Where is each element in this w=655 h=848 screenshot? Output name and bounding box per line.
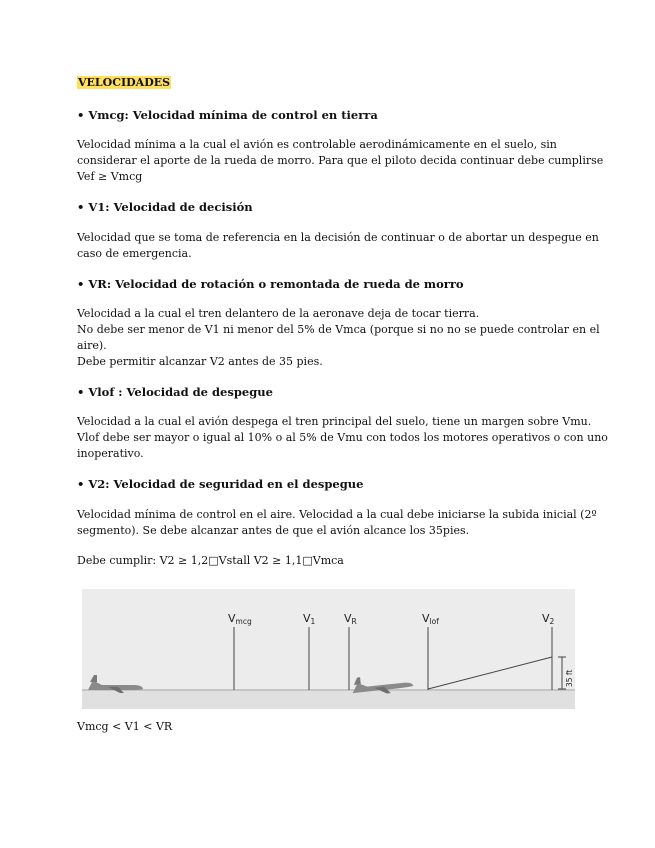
section-heading-vmcg: • Vmcg: Velocidad mínima de control en tierra: [77, 108, 378, 122]
paragraph-line: Velocidad mínima de control en el aire. Velocidad a la cual debe iniciarse la subida inicial (2º: [77, 508, 597, 521]
paragraph-line: Velocidad que se toma de referencia en la decisión de continuar o de abortar un despegue en: [77, 231, 599, 244]
speed-order-caption: Vmcg < V1 < VR: [77, 720, 173, 733]
v2-label: V2: [542, 612, 555, 626]
section-heading-vr: • VR: Velocidad de rotación o remontada de rueda de morro: [77, 277, 464, 291]
document-title-text: VELOCIDADES: [78, 76, 171, 89]
vr-label: VR: [344, 612, 357, 626]
v1-label: V1: [303, 612, 316, 626]
vlof-label: Vlof: [422, 612, 439, 626]
paragraph-line: Vef ≥ Vmcg: [77, 170, 143, 183]
height-label: 35 ft: [565, 669, 574, 687]
takeoff-diagram: [82, 589, 575, 709]
paragraph-line: segmento). Se debe alcanzar antes de que el avión alcance los 35pies.: [77, 524, 470, 537]
paragraph-line: Vlof debe ser mayor o igual al 10% o al 5% de Vmu con todos los motores operativos o con uno: [77, 431, 608, 444]
document-title: [77, 75, 171, 91]
section-heading-v1: • V1: Velocidad de decisión: [77, 200, 253, 214]
vmcg-label: Vmcg: [228, 612, 252, 626]
paragraph-line: caso de emergencia.: [77, 247, 192, 260]
section-heading-v2: • V2: Velocidad de seguridad en el despegue: [77, 477, 364, 491]
paragraph-line: considerar el aporte de la rueda de morro. Para que el piloto decida continuar debe cumplirse: [77, 154, 604, 167]
paragraph-line: aire).: [77, 339, 107, 352]
section-heading-vlof: • Vlof : Velocidad de despegue: [77, 385, 273, 399]
runway-area: [82, 689, 575, 709]
requirement-line: Debe cumplir: V2 ≥ 1,2□Vstall V2 ≥ 1,1□Vmca: [77, 554, 344, 567]
paragraph-line: Debe permitir alcanzar V2 antes de 35 pies.: [77, 355, 323, 368]
paragraph-line: Velocidad a la cual el tren delantero de la aeronave deja de tocar tierra.: [77, 307, 480, 320]
paragraph-line: Velocidad a la cual el avión despega el tren principal del suelo, tiene un margen sobre Vmu.: [77, 415, 592, 428]
paragraph-line: No debe ser menor de V1 ni menor del 5% de Vmca (porque si no no se puede controlar en el: [77, 323, 600, 336]
paragraph-line: inoperativo.: [77, 447, 144, 460]
paragraph-line: Velocidad mínima a la cual el avión es controlable aerodinámicamente en el suelo, sin: [77, 138, 557, 151]
